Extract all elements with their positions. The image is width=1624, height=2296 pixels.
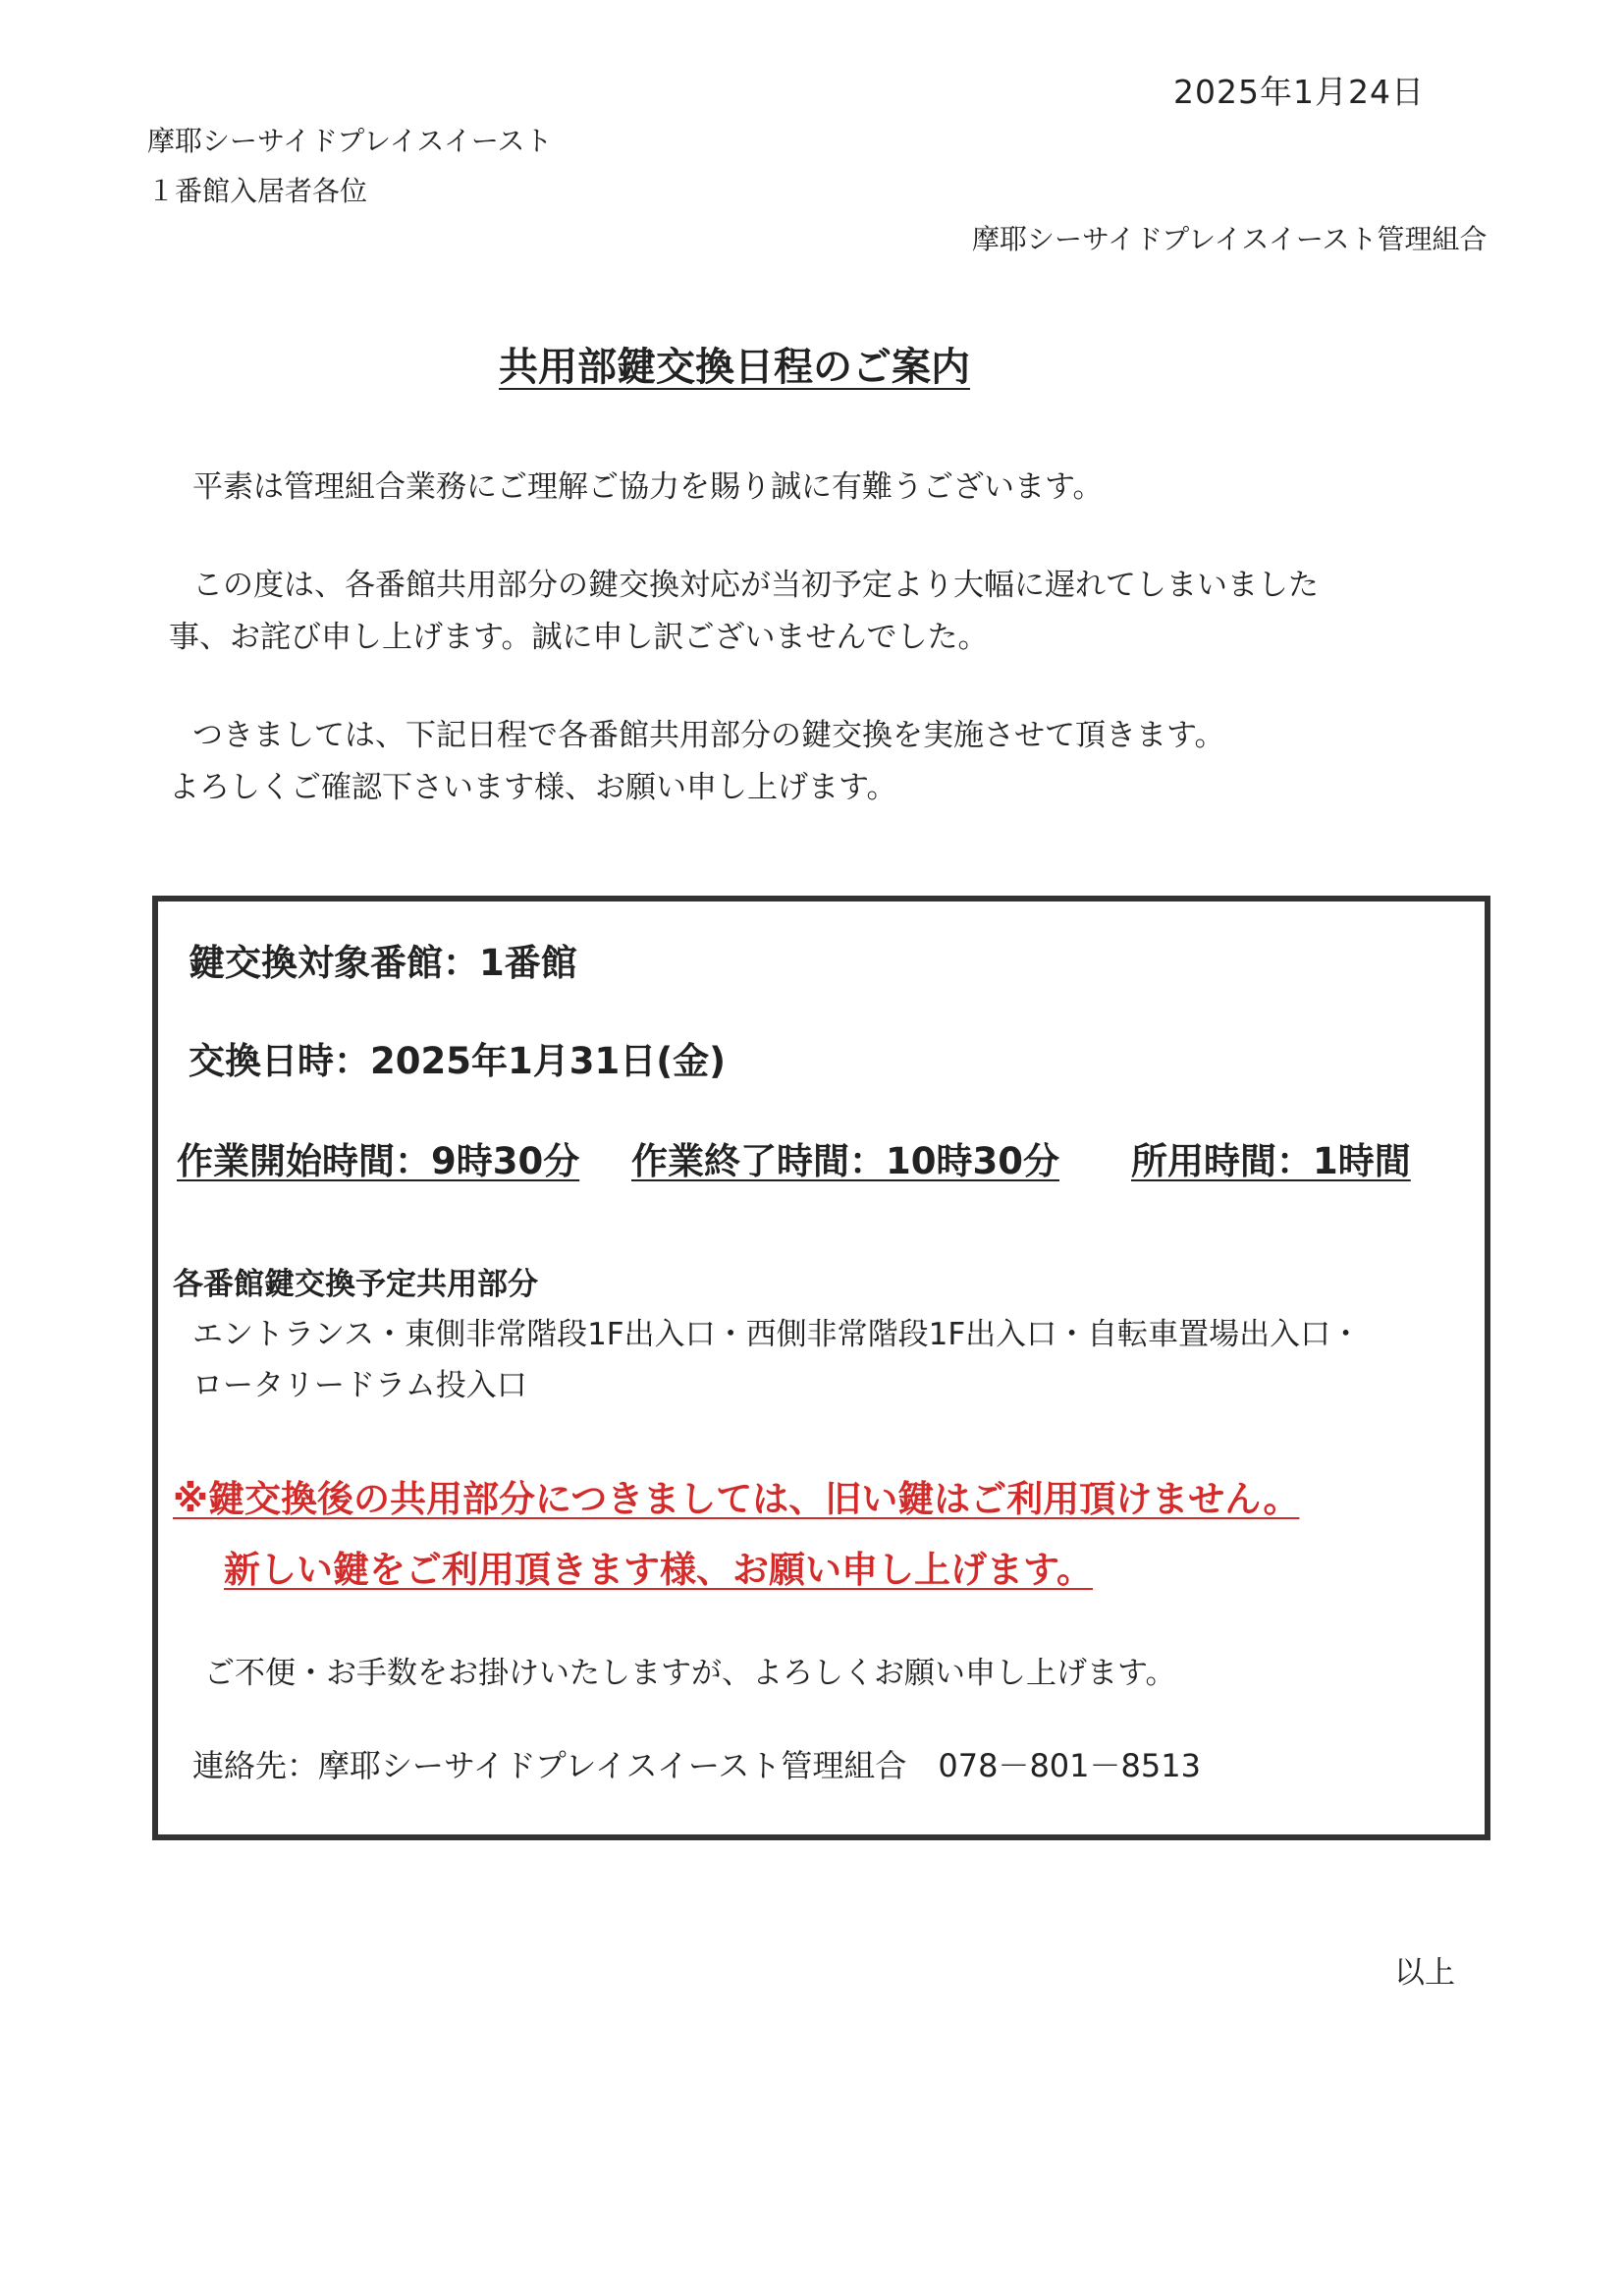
contact-info: 連絡先：摩耶シーサイドプレイスイースト管理組合 078－801－8513 [192,1747,1201,1784]
paragraph-notice-line1: つきましては、下記日程で各番館共用部分の鍵交換を実施させて頂きます。 [192,718,1225,753]
document-title: 共用部鍵交換日程のご案内 [499,345,970,390]
inconvenience-apology: ご不便・お手数をお掛けいたしますが、よろしくお願い申し上げます。 [204,1656,1176,1691]
warning-line2: 新しい鍵をご利用頂きます様、お願い申し上げます。 [224,1549,1094,1591]
document-date: 2025年1月24日 [1173,73,1425,111]
exchange-datetime: 交換日時：2025年1月31日(金) [189,1040,727,1082]
work-end-time: 作業終了時間：10時30分 [631,1140,1059,1182]
paragraph-greeting: 平素は管理組合業務にご理解ご協力を賜り誠に有難うございます。 [192,469,1104,505]
areas-list-line2: ロータリードラム投入口 [192,1368,527,1403]
areas-heading: 各番館鍵交換予定共用部分 [173,1267,538,1302]
paragraph-notice-line2: よろしくご確認下さいます様、お願い申し上げます。 [169,770,897,805]
paragraph-apology-line1: この度は、各番館共用部分の鍵交換対応が当初予定より大幅に遅れてしまいました [192,568,1319,603]
paragraph-apology-line2: 事、お詫び申し上げます。誠に申し訳ございませんでした。 [169,620,989,655]
work-duration: 所用時間：1時間 [1131,1140,1411,1182]
warning-line1: ※鍵交換後の共用部分につきましては、旧い鍵はご利用頂けません。 [173,1478,1300,1520]
sender: 摩耶シーサイドプレイスイースト管理組合 [972,223,1488,255]
work-start-time: 作業開始時間：9時30分 [177,1140,580,1182]
closing-mark: 以上 [1394,1955,1455,1991]
target-building: 鍵交換対象番館：1番館 [189,942,577,984]
recipient-building: 摩耶シーサイドプレイスイースト [147,125,553,157]
recipient-residents: １番館入居者各位 [147,175,368,207]
areas-list-line1: エントランス・東側非常階段1F出入口・西側非常階段1F出入口・自転車置場出入口・ [192,1317,1362,1352]
